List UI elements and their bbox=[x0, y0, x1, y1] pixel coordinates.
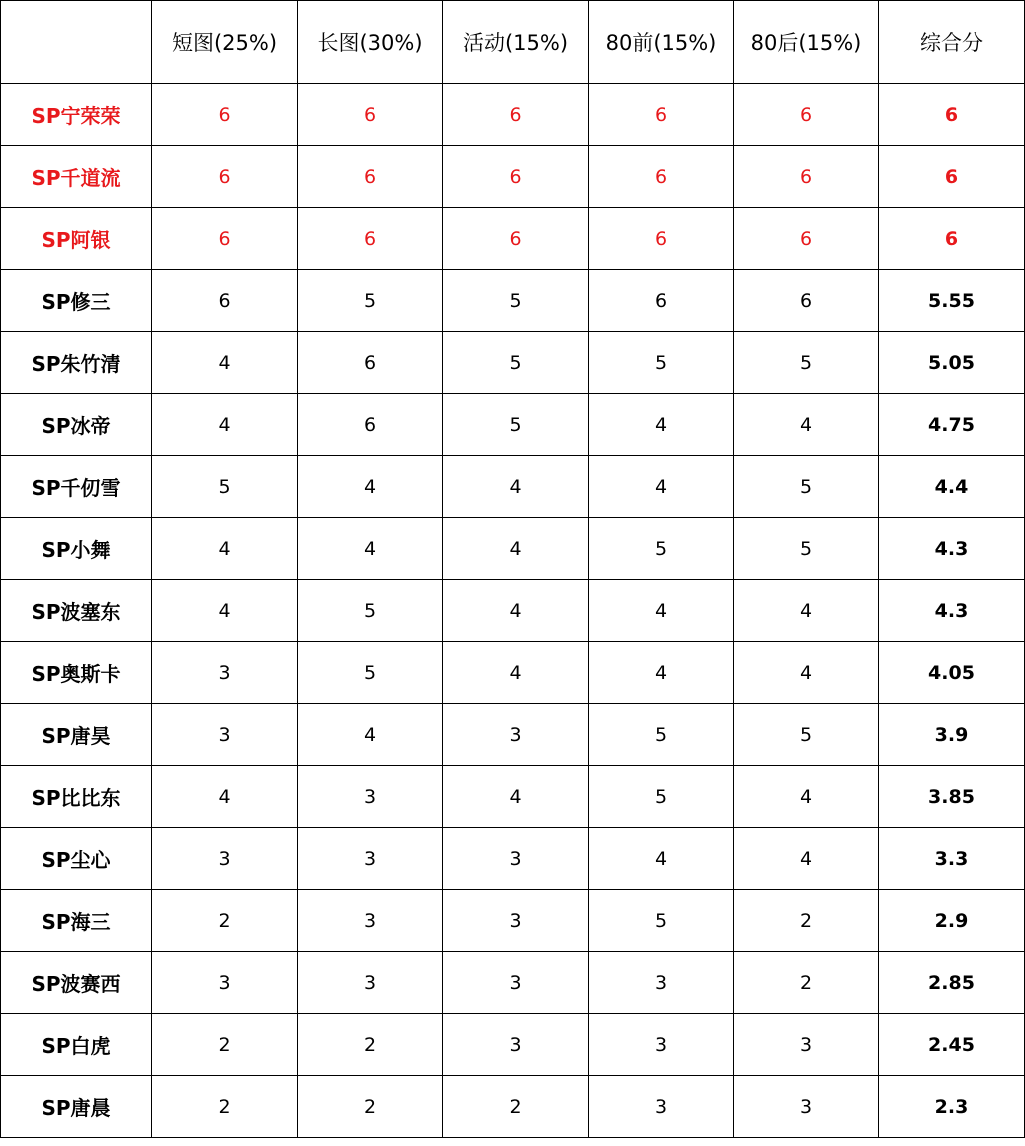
score-cell: 4 bbox=[152, 766, 298, 828]
score-cell: 3 bbox=[589, 1076, 734, 1138]
table-row bbox=[1, 580, 1025, 642]
row-name-cell: SP千仞雪 bbox=[1, 456, 152, 518]
total-score-cell: 3.3 bbox=[879, 828, 1025, 890]
table-row bbox=[1, 704, 1025, 766]
score-cell: 6 bbox=[152, 270, 298, 332]
score-cell: 2 bbox=[298, 1076, 443, 1138]
score-cell: 6 bbox=[589, 208, 734, 270]
score-cell: 5 bbox=[298, 642, 443, 704]
total-score-cell: 4.3 bbox=[879, 518, 1025, 580]
score-cell: 2 bbox=[152, 890, 298, 952]
score-cell: 4 bbox=[152, 394, 298, 456]
score-cell: 3 bbox=[152, 704, 298, 766]
total-score-cell: 2.3 bbox=[879, 1076, 1025, 1138]
score-cell: 3 bbox=[152, 828, 298, 890]
score-cell: 2 bbox=[152, 1014, 298, 1076]
score-cell: 3 bbox=[443, 828, 589, 890]
score-cell: 5 bbox=[152, 456, 298, 518]
total-score-cell: 6 bbox=[879, 208, 1025, 270]
score-cell: 3 bbox=[152, 952, 298, 1014]
score-cell: 4 bbox=[298, 518, 443, 580]
score-cell: 6 bbox=[589, 146, 734, 208]
score-cell: 5 bbox=[298, 580, 443, 642]
score-cell: 6 bbox=[589, 270, 734, 332]
score-cell: 5 bbox=[443, 394, 589, 456]
row-name-cell: SP尘心 bbox=[1, 828, 152, 890]
score-cell: 5 bbox=[734, 332, 879, 394]
row-name-cell: SP小舞 bbox=[1, 518, 152, 580]
score-cell: 6 bbox=[734, 84, 879, 146]
row-name-cell: SP白虎 bbox=[1, 1014, 152, 1076]
row-name-cell: SP唐昊 bbox=[1, 704, 152, 766]
row-name-cell: SP宁荣荣 bbox=[1, 84, 152, 146]
score-cell: 3 bbox=[298, 890, 443, 952]
score-cell: 6 bbox=[152, 208, 298, 270]
score-cell: 4 bbox=[734, 828, 879, 890]
row-name-cell: SP海三 bbox=[1, 890, 152, 952]
score-cell: 4 bbox=[152, 580, 298, 642]
score-cell: 6 bbox=[734, 208, 879, 270]
header-cell-80-before: 80前(15%) bbox=[589, 1, 734, 84]
row-name-cell: SP波赛西 bbox=[1, 952, 152, 1014]
header-cell-short-map: 短图(25%) bbox=[152, 1, 298, 84]
score-cell: 4 bbox=[443, 456, 589, 518]
score-cell: 5 bbox=[443, 332, 589, 394]
table-row bbox=[1, 518, 1025, 580]
table-row bbox=[1, 270, 1025, 332]
score-cell: 4 bbox=[589, 580, 734, 642]
score-cell: 5 bbox=[443, 270, 589, 332]
score-cell: 5 bbox=[734, 704, 879, 766]
score-cell: 6 bbox=[734, 146, 879, 208]
score-cell: 3 bbox=[589, 1014, 734, 1076]
table-row bbox=[1, 890, 1025, 952]
table-row bbox=[1, 456, 1025, 518]
table-row bbox=[1, 332, 1025, 394]
score-cell: 6 bbox=[734, 270, 879, 332]
score-cell: 3 bbox=[298, 766, 443, 828]
total-score-cell: 2.45 bbox=[879, 1014, 1025, 1076]
score-cell: 4 bbox=[443, 642, 589, 704]
score-cell: 3 bbox=[443, 890, 589, 952]
row-name-cell: SP奥斯卡 bbox=[1, 642, 152, 704]
score-cell: 6 bbox=[152, 146, 298, 208]
score-cell: 3 bbox=[298, 828, 443, 890]
header-cell-total: 综合分 bbox=[879, 1, 1025, 84]
score-cell: 4 bbox=[734, 580, 879, 642]
table-row bbox=[1, 394, 1025, 456]
table-row bbox=[1, 208, 1025, 270]
table-row bbox=[1, 84, 1025, 146]
total-score-cell: 5.05 bbox=[879, 332, 1025, 394]
table-row bbox=[1, 642, 1025, 704]
score-cell: 6 bbox=[298, 208, 443, 270]
row-name-cell: SP阿银 bbox=[1, 208, 152, 270]
score-cell: 5 bbox=[734, 456, 879, 518]
score-cell: 4 bbox=[443, 580, 589, 642]
total-score-cell: 2.9 bbox=[879, 890, 1025, 952]
score-cell: 6 bbox=[298, 332, 443, 394]
score-cell: 2 bbox=[443, 1076, 589, 1138]
score-cell: 6 bbox=[443, 146, 589, 208]
header-cell-80-after: 80后(15%) bbox=[734, 1, 879, 84]
row-name-cell: SP冰帝 bbox=[1, 394, 152, 456]
table-row bbox=[1, 1076, 1025, 1138]
score-cell: 4 bbox=[298, 704, 443, 766]
header-cell-corner bbox=[1, 1, 152, 84]
total-score-cell: 6 bbox=[879, 146, 1025, 208]
score-cell: 4 bbox=[589, 456, 734, 518]
score-cell: 5 bbox=[589, 332, 734, 394]
score-cell: 6 bbox=[298, 146, 443, 208]
total-score-cell: 3.85 bbox=[879, 766, 1025, 828]
score-cell: 2 bbox=[152, 1076, 298, 1138]
score-cell: 4 bbox=[443, 518, 589, 580]
score-cell: 4 bbox=[443, 766, 589, 828]
score-cell: 5 bbox=[589, 766, 734, 828]
score-cell: 5 bbox=[734, 518, 879, 580]
total-score-cell: 6 bbox=[879, 84, 1025, 146]
score-cell: 4 bbox=[589, 394, 734, 456]
score-cell: 4 bbox=[152, 332, 298, 394]
total-score-cell: 4.75 bbox=[879, 394, 1025, 456]
table-row bbox=[1, 146, 1025, 208]
table-row bbox=[1, 952, 1025, 1014]
score-cell: 4 bbox=[734, 394, 879, 456]
score-cell: 6 bbox=[298, 394, 443, 456]
score-cell: 2 bbox=[734, 890, 879, 952]
table-row bbox=[1, 1014, 1025, 1076]
score-cell: 4 bbox=[734, 766, 879, 828]
total-score-cell: 2.85 bbox=[879, 952, 1025, 1014]
score-cell: 4 bbox=[298, 456, 443, 518]
total-score-cell: 4.4 bbox=[879, 456, 1025, 518]
score-cell: 3 bbox=[152, 642, 298, 704]
row-name-cell: SP比比东 bbox=[1, 766, 152, 828]
score-cell: 3 bbox=[443, 1014, 589, 1076]
score-cell: 3 bbox=[443, 952, 589, 1014]
score-cell: 4 bbox=[152, 518, 298, 580]
total-score-cell: 3.9 bbox=[879, 704, 1025, 766]
score-cell: 5 bbox=[589, 518, 734, 580]
score-cell: 5 bbox=[589, 890, 734, 952]
row-name-cell: SP波塞东 bbox=[1, 580, 152, 642]
score-cell: 3 bbox=[734, 1076, 879, 1138]
score-cell: 3 bbox=[589, 952, 734, 1014]
score-cell: 6 bbox=[298, 84, 443, 146]
row-name-cell: SP千道流 bbox=[1, 146, 152, 208]
header-cell-event: 活动(15%) bbox=[443, 1, 589, 84]
score-cell: 3 bbox=[298, 952, 443, 1014]
score-cell: 3 bbox=[443, 704, 589, 766]
score-cell: 4 bbox=[734, 642, 879, 704]
score-cell: 2 bbox=[298, 1014, 443, 1076]
score-cell: 5 bbox=[298, 270, 443, 332]
table-row bbox=[1, 766, 1025, 828]
score-cell: 6 bbox=[443, 84, 589, 146]
score-cell: 4 bbox=[589, 828, 734, 890]
score-cell: 3 bbox=[734, 1014, 879, 1076]
score-cell: 6 bbox=[443, 208, 589, 270]
total-score-cell: 4.05 bbox=[879, 642, 1025, 704]
total-score-cell: 5.55 bbox=[879, 270, 1025, 332]
score-cell: 4 bbox=[589, 642, 734, 704]
total-score-cell: 4.3 bbox=[879, 580, 1025, 642]
score-cell: 6 bbox=[589, 84, 734, 146]
table-body bbox=[1, 84, 1025, 1138]
row-name-cell: SP唐晨 bbox=[1, 1076, 152, 1138]
header-cell-long-map: 长图(30%) bbox=[298, 1, 443, 84]
header-row bbox=[1, 1, 1025, 84]
row-name-cell: SP修三 bbox=[1, 270, 152, 332]
table-row bbox=[1, 828, 1025, 890]
score-cell: 6 bbox=[152, 84, 298, 146]
score-cell: 5 bbox=[589, 704, 734, 766]
score-cell: 2 bbox=[734, 952, 879, 1014]
row-name-cell: SP朱竹清 bbox=[1, 332, 152, 394]
